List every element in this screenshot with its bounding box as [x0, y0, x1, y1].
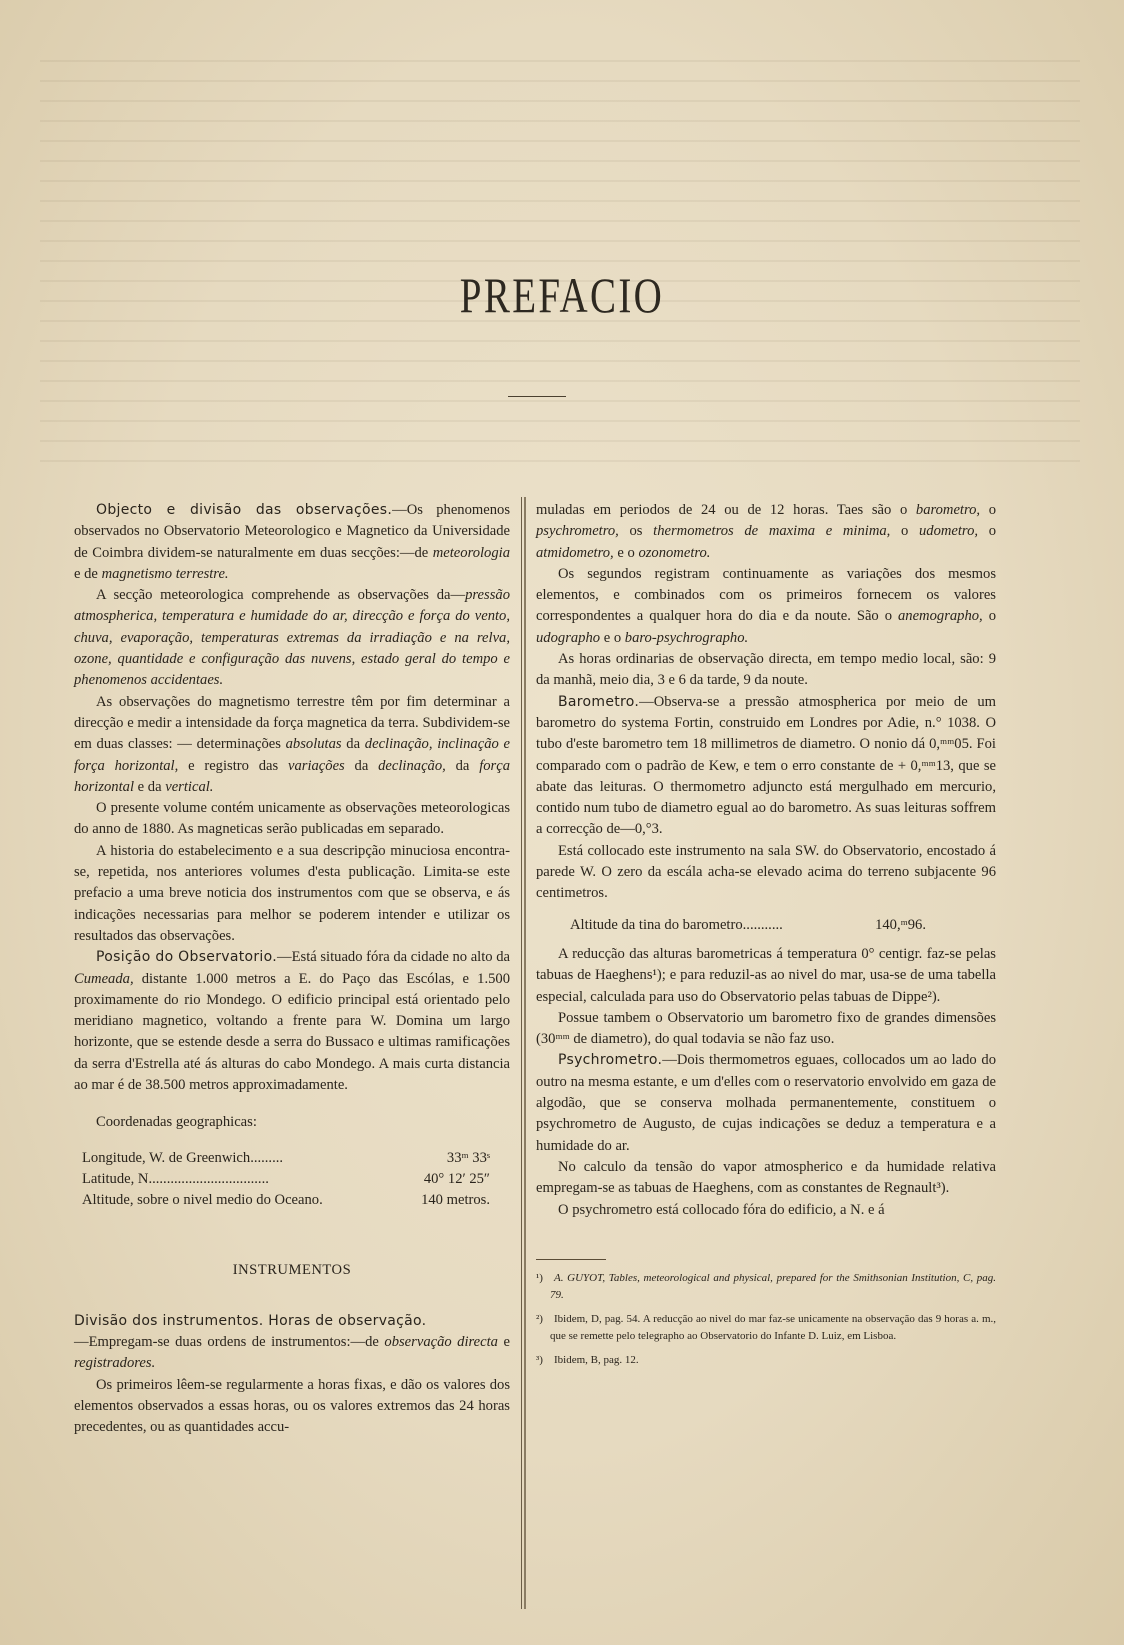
- paragraph-barometro-fixo: Possue tambem o Observatorio um barometro fixo de grandes dimensões (30ᵐᵐ de diametro), do qual todavia se não faz uso.: [536, 1009, 996, 1048]
- text: As observações do magnetismo terrestre têm por fim determinar a direcção e medir a intensidade da força magnetica da terra. Subdividem-se em duas classes: — determinações: [74, 693, 510, 753]
- term-psychrometro: psychrometro,: [536, 523, 619, 540]
- paragraph-psychrometro: [536, 1050, 996, 1156]
- heading-divisao: Divisão dos instrumentos. Horas de observação.: [74, 1312, 427, 1329]
- term-observacao-directa: observação directa: [384, 1334, 498, 1351]
- footnote-1: [536, 1270, 996, 1305]
- text: o: [890, 523, 919, 540]
- term-barometro: barometro,: [915, 502, 981, 518]
- paragraph-seccao-meteorologica: [74, 585, 510, 691]
- paragraph-primeiros: Os primeiros lêem-se regularmente a horas fixas, e dão os valores dos elementos observados a essas horas, ou os valores extremos das 24 horas precedentes, ou as quantidades accu-: [74, 1376, 510, 1436]
- paragraph-psychrometro-local: O psychrometro está collocado fóra do edificio, a N. e á: [558, 1201, 885, 1218]
- text: —Empregam-se duas ordens de instrumentos:—de: [74, 1334, 385, 1351]
- term-cumeada: Cumeada,: [74, 970, 134, 987]
- paragraph-historia: A historia do estabelecimento e a sua descripção minuciosa encontra-se, repetida, nos anteriores volumes d'esta publicação. Limita-se este prefacio a uma breve noticia dos instrumentos com que se observa, e ás indicações necessarias para melhor se poderem intender e utilizar os resultados das observações.: [74, 842, 510, 944]
- altitude-row: [536, 915, 996, 936]
- text: da: [344, 757, 379, 774]
- paragraph-magnetismo: [74, 692, 510, 798]
- paragraph-segundos: [536, 564, 996, 649]
- text: da: [341, 736, 365, 753]
- coordinates-label: Coordenadas geographicas:: [96, 1114, 257, 1131]
- coordinate-label: Latitude, N.................................: [82, 1170, 269, 1187]
- text: muladas em periodos de 24 ou de 12 horas. Taes são o: [536, 502, 916, 518]
- term-variacoes: variações: [287, 757, 345, 774]
- text: e o: [600, 629, 625, 646]
- altitude-label: Altitude da tina do barometro...........: [570, 916, 783, 933]
- term-atmidometro: atmidometro,: [536, 544, 614, 561]
- term-udographo: udographo: [536, 629, 601, 646]
- text: o: [978, 523, 996, 540]
- term-registradores: registradores.: [74, 1355, 156, 1372]
- term-declinacao: declinação,: [378, 757, 446, 774]
- term-baro-psychrographo: baro-psychrographo.: [624, 629, 749, 646]
- paragraph-posicao: [74, 947, 510, 1096]
- heading-posicao: Posição do Observatorio.: [96, 949, 277, 966]
- text: o: [980, 502, 997, 518]
- term-declinacao-inclinacao: declinação, inclinação e força horizontal,: [74, 736, 510, 774]
- coordinate-row-altitude: [74, 1190, 510, 1211]
- text: o: [982, 608, 996, 625]
- coordinates-block: [74, 1112, 510, 1211]
- paragraph-barometro: [536, 692, 996, 841]
- footnote-number: ¹): [536, 1271, 543, 1284]
- paragraph-divisao-instrumentos: [74, 1311, 510, 1375]
- term-vertical: vertical.: [165, 778, 214, 795]
- paragraph-collocado: Está collocado este instrumento na sala SW. do Observatorio, encostado á parede W. O zero da escála acha-se elevado acima do terreno subjacente 96 centimetros.: [536, 842, 996, 902]
- text: —Observa-se a pressão atmospherica por meio de um barometro do systema Fortin, construido em Londres por Adie, n.° 1038. O tubo d'este barometro tem 18 millimetros de diametro. O nonio dá 0,ᵐᵐ05. Foi comparado com o padrão de Kew, e tem o erro constante de + 0,ᵐᵐ13, que se abate das leituras. O thermometro adjuncto está mergulhado em mercurio, contido num tubo de diametro egual ao do barometro. As suas leituras soffrem a correcção de—0,°3.: [536, 693, 996, 838]
- heading-barometro: Barometro.: [558, 693, 640, 710]
- term-magnetismo: magnetismo terrestre.: [101, 565, 229, 582]
- footnote-text: Ibidem, B, pag. 12.: [554, 1353, 639, 1366]
- term-thermometros: thermometros de maxima e minima,: [653, 523, 891, 540]
- footnote-rule: [536, 1259, 606, 1260]
- term-anemographo: anemographo,: [897, 608, 983, 625]
- left-column: [74, 500, 510, 1439]
- text: e da: [134, 778, 166, 795]
- heading-psychrometro: Psychrometro.: [558, 1052, 663, 1069]
- right-column: [536, 500, 996, 1369]
- page-title: PREFACIO: [459, 267, 665, 323]
- term-ozonometro: ozonometro.: [638, 544, 711, 561]
- coordinate-value: 40° 12′ 25″: [423, 1170, 490, 1187]
- text: A secção meteorologica comprehende as observações da—: [96, 587, 466, 604]
- paragraph-muladas: [536, 500, 996, 564]
- coordinate-row-latitude: [74, 1169, 510, 1190]
- coordinate-value: 140 metros.: [421, 1192, 490, 1209]
- paragraph-objecto: [74, 500, 510, 585]
- coordinate-row-longitude: [74, 1148, 510, 1169]
- text: —Está situado fóra da cidade no alto da: [277, 949, 511, 966]
- term-absolutas: absolutas: [285, 736, 342, 753]
- title-rule: [508, 396, 566, 397]
- coordinate-value: 33ᵐ 33ˢ: [446, 1149, 490, 1166]
- text: os: [618, 523, 654, 540]
- text: da: [445, 757, 480, 774]
- footnote-2: [536, 1311, 996, 1346]
- footnote-3: [536, 1352, 996, 1370]
- altitude-value: 140,ᵐ96.: [875, 916, 926, 933]
- paragraph-presente-volume: O presente volume contém unicamente as observações meteorologicas do anno de 1880. As magneticas serão publicadas em separado.: [74, 800, 510, 838]
- footnote-text: A. GUYOT, Tables, meteorological and physical, prepared for the Smithsonian Institution, C, pag. 79.: [550, 1271, 996, 1302]
- text: —Dois thermometros eguaes, collocados um ao lado do outro na mesma estante, e um d'elles com o reservatorio envolvido em gaza de algodão, que se conserva molhada permanentemente, constituem o psychrometro de Augusto, de cujas indicações se deduz a temperatura e a humidade do ar.: [536, 1052, 996, 1154]
- text: e registro das: [178, 757, 288, 774]
- text: e o: [613, 544, 639, 561]
- paragraph-horas: As horas ordinarias de observação directa, em tempo medio local, são: 9 da manhã, meio dia, 3 e 6 da tarde, 9 da noute.: [536, 651, 996, 689]
- text: —Os phenomenos observados no Observatorio Meteorologico e Magnetico da Universidade de Coimbra dividem-se naturalmente em duas secções:—de: [74, 502, 510, 561]
- heading-objecto: Objecto e divisão das observações.: [96, 502, 393, 518]
- term-udometro: udometro,: [918, 523, 979, 540]
- footnote-number: ³): [536, 1353, 543, 1366]
- paragraph-calculo: No calculo da tensão do vapor atmospherico e da humidade relativa empregam-se as tabuas de Haeghens, com as constantes de Regnault³).: [536, 1158, 996, 1197]
- section-heading-instrumentos: INSTRUMENTOS: [232, 1261, 352, 1278]
- coordinate-label: Longitude, W. de Greenwich.........: [82, 1149, 284, 1166]
- list-meteorological-elements: pressão atmospherica, temperatura e humidade do ar, direcção e força do vento, chuva, evaporação, temperaturas extremas da irradiação e na relva, ozone, quantidade e configuração das nuvens, estado geral do tempo e phenomenos accidentaes.: [74, 587, 510, 689]
- text: Os segundos registram continuamente as variações dos mesmos elementos, e combinados com os primeiros fornecem os valores correspondentes a qualquer hora do dia e da noute. São o: [536, 565, 996, 625]
- column-divider: [521, 497, 523, 1609]
- text: distante 1.000 metros a E. do Paço das Escólas, e 1.500 proximamente do rio Mondego. O edificio principal está orientado pelo meridiano magnetico, voltando a frente para W. Domina um largo horizonte, que se estende desde a serra do Bussaco e ultimas ramificações da serra d'Estrella até ás alturas do cabo Mondego. A mais curta distancia ao mar é de 38.500 metros approximadamente.: [74, 970, 510, 1094]
- term-forca-horizontal: força horizontal: [74, 757, 511, 795]
- coordinate-label: Altitude, sobre o nivel medio do Oceano.: [82, 1192, 323, 1209]
- term-meteorologia: meteorologia: [432, 544, 510, 561]
- text: e de: [74, 565, 102, 582]
- paragraph-reduccao: A reducção das alturas barometricas á temperatura 0° centigr. faz-se pelas tabuas de Haeghens¹); e para reduzil-as ao nivel do mar, usa-se de uma tabella especial, calculada para uso do Observatorio pelas tabuas de Dippe²).: [536, 945, 996, 1005]
- footnote-number: ²): [536, 1312, 543, 1325]
- text: e: [497, 1334, 510, 1351]
- footnote-text: Ibidem, D, pag. 54. A reducção ao nivel do mar faz-se unicamente na observação das 9 horas a. m., que se remette pelo telegrapho ao Observatorio do Infante D. Luiz, em Lisboa.: [550, 1312, 996, 1343]
